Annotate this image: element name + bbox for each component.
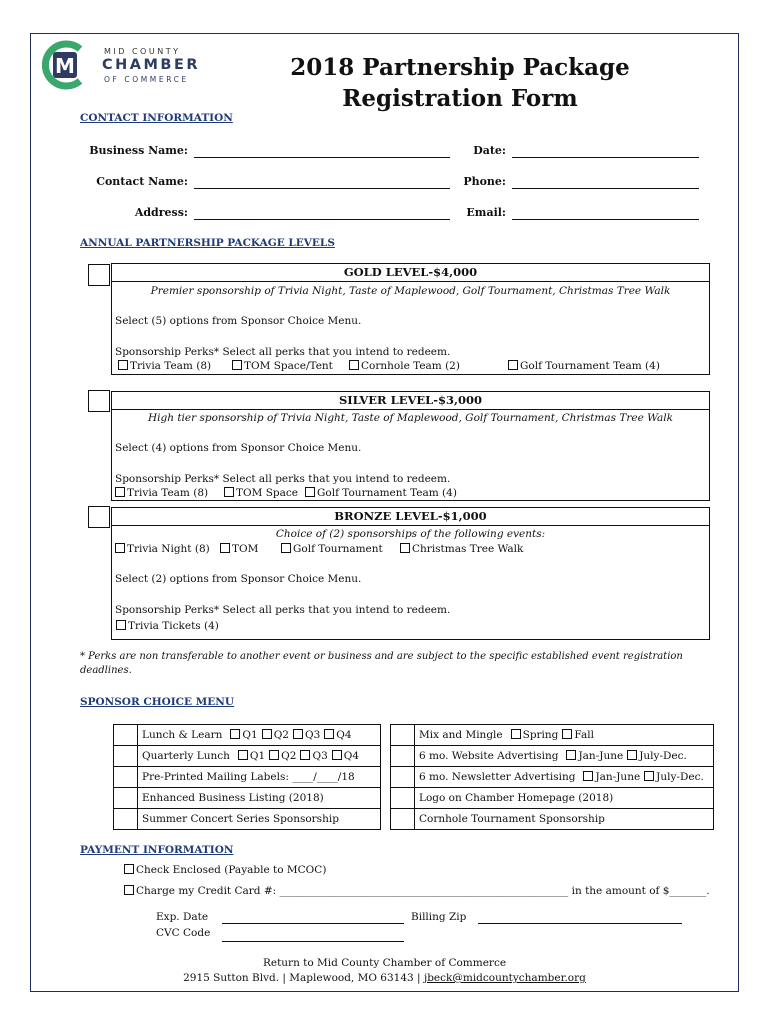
bronze-event-tree-walk[interactable] — [400, 543, 523, 555]
menu-suboption[interactable] — [293, 729, 320, 741]
suboption-label: Spring — [522, 729, 559, 741]
menu-right-table — [390, 724, 714, 830]
phone-label: Phone: — [463, 175, 506, 188]
cvc-field[interactable] — [222, 941, 404, 942]
menu-row — [391, 788, 714, 809]
menu-option-label: Mix and Mingle — [419, 729, 503, 741]
menu-option-cell — [415, 725, 714, 746]
date-field[interactable] — [512, 157, 699, 158]
checkbox-icon[interactable] — [238, 750, 248, 760]
gold-perk-golf[interactable] — [508, 360, 660, 372]
check-label: Check Enclosed (Payable to MCOC) — [136, 864, 327, 876]
perk-label: Golf Tournament Team (4) — [317, 487, 457, 499]
silver-subtitle: High tier sponsorship of Trivia Night, Taste of Maplewood, Golf Tournament, Christmas Tree Walk — [147, 412, 673, 424]
menu-suboption[interactable] — [300, 750, 327, 762]
menu-suboption[interactable] — [262, 729, 289, 741]
gold-perk-cornhole[interactable] — [349, 360, 460, 372]
credit-option[interactable] — [124, 885, 710, 897]
bronze-title: BRONZE LEVEL-$1,000 — [334, 509, 487, 523]
suboption-label: Jan-June — [578, 750, 624, 762]
suboption-label: July-Dec. — [639, 750, 687, 762]
perk-label: Trivia Team (8) — [127, 487, 209, 499]
checkbox-icon[interactable] — [305, 487, 315, 497]
checkbox-icon[interactable] — [566, 750, 576, 760]
menu-row — [114, 788, 381, 809]
menu-option-label: 6 mo. Newsletter Advertising — [419, 771, 576, 783]
credit-label: Charge my Credit Card #: _______________________________________________________ in the amount of $_______. — [136, 885, 710, 897]
checkbox-icon[interactable] — [644, 771, 654, 781]
silver-select-text: Select (4) options from Sponsor Choice Menu. — [115, 442, 362, 454]
checkbox-icon[interactable] — [508, 360, 518, 370]
address-field[interactable] — [194, 219, 450, 220]
page-title — [260, 52, 660, 114]
checkbox-icon[interactable] — [116, 620, 126, 630]
suboption-label: Q4 — [336, 729, 352, 741]
checkbox-icon[interactable] — [627, 750, 637, 760]
checkbox-icon[interactable] — [400, 543, 410, 553]
menu-checkbox[interactable] — [114, 767, 138, 788]
silver-level-checkbox[interactable] — [88, 390, 110, 412]
menu-row — [114, 809, 381, 830]
menu-option-label: Quarterly Lunch — [142, 750, 230, 762]
menu-suboption[interactable] — [511, 729, 559, 741]
footer-line-2 — [30, 972, 739, 984]
email-label: Email: — [466, 206, 506, 219]
business-name-field[interactable] — [194, 157, 450, 158]
menu-checkbox[interactable] — [114, 788, 138, 809]
checkbox-icon[interactable] — [583, 771, 593, 781]
event-label: TOM — [232, 543, 259, 555]
gold-level-checkbox[interactable] — [88, 264, 110, 286]
date-label: Date: — [473, 144, 506, 157]
bronze-perks-text: Sponsorship Perks* Select all perks that you intend to redeem. — [115, 604, 451, 616]
checkbox-icon[interactable] — [230, 729, 240, 739]
menu-option-label: Cornhole Tournament Sponsorship — [419, 813, 605, 825]
perk-label: Trivia Tickets (4) — [128, 620, 219, 632]
menu-row — [391, 746, 714, 767]
checkbox-icon[interactable] — [511, 729, 521, 739]
perk-label: TOM Space — [236, 487, 298, 499]
checkbox-icon[interactable] — [324, 729, 334, 739]
gold-select-text: Select (5) options from Sponsor Choice Menu. — [115, 315, 362, 327]
menu-option-cell — [415, 767, 714, 788]
menu-checkbox[interactable] — [391, 767, 415, 788]
payment-heading: PAYMENT INFORMATION — [80, 844, 234, 856]
bronze-subtitle: Choice of (2) sponsorships of the following events: — [275, 528, 546, 540]
checkbox-icon[interactable] — [224, 487, 234, 497]
email-field[interactable] — [512, 219, 699, 220]
menu-checkbox[interactable] — [114, 725, 138, 746]
suboption-label: Q2 — [281, 750, 297, 762]
bronze-select-text: Select (2) options from Sponsor Choice Menu. — [115, 573, 362, 585]
footer-line-1: Return to Mid County Chamber of Commerce — [262, 957, 507, 969]
perk-label: TOM Space/Tent — [244, 360, 333, 372]
menu-option-label: Logo on Chamber Homepage (2018) — [419, 792, 614, 804]
menu-row — [391, 809, 714, 830]
menu-option-cell — [415, 809, 714, 830]
bronze-perk-trivia[interactable] — [116, 620, 219, 632]
title-line-2: Registration Form — [342, 85, 578, 112]
menu-suboption[interactable] — [566, 750, 623, 762]
silver-perk-trivia[interactable] — [115, 487, 208, 499]
checkbox-icon[interactable] — [220, 543, 230, 553]
menu-option-label: Lunch & Learn — [142, 729, 223, 741]
menu-option-label: Pre-Printed Mailing Labels: ____/____/18 — [142, 771, 355, 783]
checkbox-icon[interactable] — [124, 885, 134, 895]
footer-address: 2915 Sutton Blvd. | Maplewood, MO 63143 | — [183, 972, 424, 984]
silver-perks-text: Sponsorship Perks* Select all perks that you intend to redeem. — [115, 473, 451, 485]
menu-left-table — [113, 724, 381, 830]
logo-text-top: MID COUNTY — [104, 47, 181, 56]
menu-suboption[interactable] — [324, 729, 351, 741]
perks-footnote: * Perks are non transferable to another event or business and are subject to the specific established event registration deadlines. — [80, 651, 683, 676]
event-label: Christmas Tree Walk — [412, 543, 524, 555]
suboption-label: Q3 — [304, 729, 321, 741]
menu-option-label: Summer Concert Series Sponsorship — [142, 813, 339, 825]
menu-checkbox[interactable] — [391, 809, 415, 830]
menu-row — [391, 725, 714, 746]
checkbox-icon[interactable] — [262, 729, 272, 739]
logo-text-bottom: OF COMMERCE — [104, 75, 189, 84]
perk-label: Golf Tournament Team (4) — [520, 360, 660, 372]
bronze-level-checkbox[interactable] — [88, 506, 110, 528]
contact-name-field[interactable] — [194, 188, 450, 189]
menu-option-label: Enhanced Business Listing (2018) — [142, 792, 324, 804]
svg-text:M: M — [55, 54, 75, 78]
checkbox-icon[interactable] — [281, 543, 291, 553]
menu-checkbox[interactable] — [114, 809, 138, 830]
contact-heading: CONTACT INFORMATION — [80, 112, 233, 124]
suboption-label: Q1 — [242, 729, 258, 741]
gold-perk-trivia[interactable] — [118, 360, 211, 372]
checkbox-icon[interactable] — [115, 543, 125, 553]
menu-option-cell — [415, 746, 714, 767]
event-label: Trivia Night (8) — [127, 543, 210, 555]
suboption-label: Q4 — [343, 750, 360, 762]
checkbox-icon[interactable] — [118, 360, 128, 370]
perk-label: Trivia Team (8) — [130, 360, 212, 372]
bronze-event-trivia[interactable] — [115, 543, 210, 555]
menu-row — [114, 746, 381, 767]
silver-perk-tom[interactable] — [224, 487, 298, 499]
menu-checkbox[interactable] — [391, 746, 415, 767]
billing-zip-label: Billing Zip — [411, 911, 467, 923]
menu-suboption[interactable] — [644, 771, 704, 783]
checkbox-icon[interactable] — [562, 729, 572, 739]
perk-label: Cornhole Team (2) — [361, 360, 460, 372]
checkbox-icon[interactable] — [124, 864, 134, 874]
checkbox-icon[interactable] — [293, 729, 303, 739]
suboption-label: Q2 — [273, 729, 289, 741]
bronze-event-tom[interactable] — [220, 543, 258, 555]
contact-name-label: Contact Name: — [96, 175, 188, 188]
menu-option-cell — [138, 767, 381, 788]
bronze-event-golf[interactable] — [281, 543, 383, 555]
event-label: Golf Tournament — [293, 543, 383, 555]
business-name-label: Business Name: — [89, 144, 188, 157]
menu-option-cell — [138, 725, 381, 746]
menu-suboption[interactable] — [238, 750, 265, 762]
menu-option-cell — [415, 788, 714, 809]
suboption-label: July-Dec. — [656, 771, 704, 783]
exp-date-label: Exp. Date — [156, 911, 209, 923]
title-line-1: 2018 Partnership Package — [290, 54, 630, 81]
menu-suboption[interactable] — [562, 729, 594, 741]
checkbox-icon[interactable] — [300, 750, 310, 760]
checkbox-icon[interactable] — [349, 360, 359, 370]
checkbox-icon[interactable] — [269, 750, 279, 760]
gold-perk-tom[interactable] — [232, 360, 333, 372]
suboption-label: Q3 — [312, 750, 328, 762]
billing-zip-field[interactable] — [478, 923, 682, 924]
exp-date-field[interactable] — [222, 923, 404, 924]
menu-row — [391, 767, 714, 788]
checkbox-icon[interactable] — [115, 487, 125, 497]
gold-perks-text: Sponsorship Perks* Select all perks that you intend to redeem. — [115, 346, 451, 358]
menu-suboption[interactable] — [627, 750, 687, 762]
gold-title: GOLD LEVEL-$4,000 — [343, 265, 478, 279]
cvc-label: CVC Code — [156, 927, 211, 939]
checkbox-icon[interactable] — [232, 360, 242, 370]
menu-suboption[interactable] — [230, 729, 257, 741]
menu-option-cell — [138, 788, 381, 809]
menu-checkbox[interactable] — [114, 746, 138, 767]
suboption-label: Fall — [574, 729, 594, 741]
checkbox-icon[interactable] — [332, 750, 342, 760]
footer-email-link[interactable]: jbeck@midcountychamber.org — [423, 972, 586, 984]
gold-subtitle: Premier sponsorship of Trivia Night, Taste of Maplewood, Golf Tournament, Christmas Tree Walk — [150, 285, 671, 297]
menu-suboption[interactable] — [583, 771, 640, 783]
menu-row — [114, 725, 381, 746]
menu-option-cell — [138, 746, 381, 767]
menu-checkbox[interactable] — [391, 725, 415, 746]
silver-title: SILVER LEVEL-$3,000 — [338, 393, 483, 407]
chamber-logo-icon — [40, 40, 90, 90]
suboption-label: Q1 — [249, 750, 266, 762]
logo-text-main: CHAMBER — [102, 57, 201, 73]
menu-suboption[interactable] — [269, 750, 296, 762]
menu-row — [114, 767, 381, 788]
menu-checkbox[interactable] — [391, 788, 415, 809]
phone-field[interactable] — [512, 188, 699, 189]
check-option[interactable] — [124, 864, 326, 876]
silver-perk-golf[interactable] — [305, 487, 457, 499]
suboption-label: Jan-June — [595, 771, 641, 783]
menu-heading: SPONSOR CHOICE MENU — [80, 696, 235, 708]
menu-option-label: 6 mo. Website Advertising — [419, 750, 559, 762]
address-label: Address: — [134, 206, 188, 219]
menu-suboption[interactable] — [332, 750, 359, 762]
levels-heading: ANNUAL PARTNERSHIP PACKAGE LEVELS — [80, 237, 335, 249]
menu-option-cell — [138, 809, 381, 830]
